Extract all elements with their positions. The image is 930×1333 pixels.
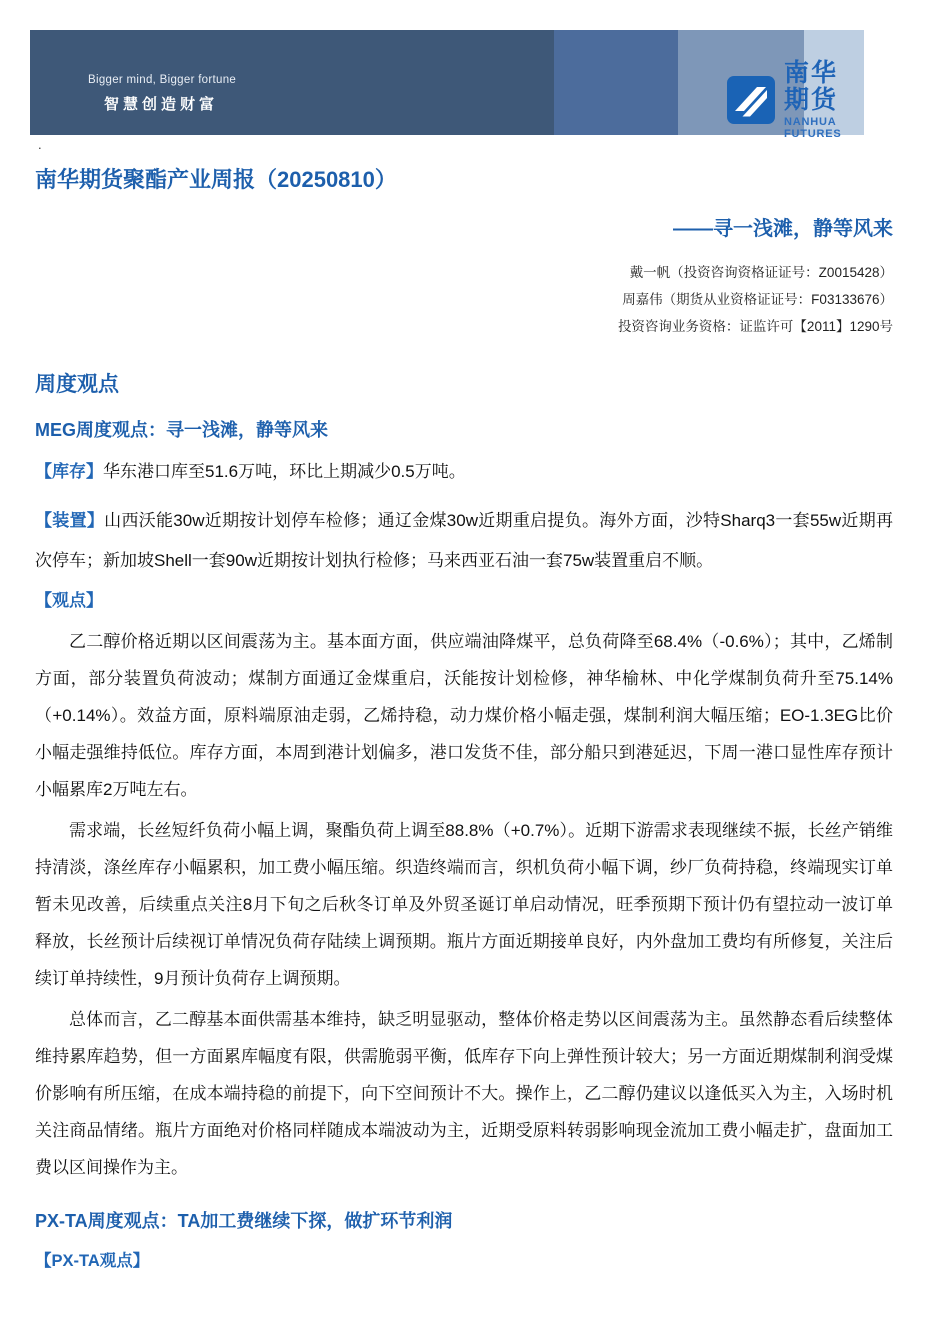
slogan-english: Bigger mind, Bigger fortune	[88, 74, 237, 86]
meg-paragraph-demand: 需求端，长丝短纤负荷小幅上调，聚酯负荷上调至88.8%（+0.7%）。近期下游需求表现继续不振，长丝产销维持清淡，涤丝库存小幅累积，加工费小幅压缩。织造终端而言，织机负荷小幅下调，纱厂负荷持稳，终端现实订单暂未见改善，后续重点关注8月下旬之后秋冬订单及外贸圣诞订单启动情况，旺季预期下预计仍有望拉动一波订单释放，长丝预计后续视订单情况负荷存陆续上调预期。瓶片方面近期接单良好，内外盘加工费均有所修复，关注后续订单持续性，9月预计负荷存上调预期。	[35, 821, 893, 988]
logo-chinese-name: 南华期货	[784, 59, 839, 114]
inventory-text: 华东港口库至51.6万吨，环比上期减少0.5万吨。	[103, 462, 466, 481]
author-credentials	[35, 259, 893, 340]
logo-wordmark	[784, 60, 864, 140]
slogan-chinese: 智慧创造财富	[104, 96, 219, 113]
stray-period: .	[38, 137, 42, 152]
header-banner	[30, 30, 864, 140]
pxta-weekly-view-heading: PX-TA周度观点：TA加工费继续下探，做扩环节利润	[35, 1211, 453, 1231]
section-heading-weekly-view: 周度观点	[35, 373, 119, 396]
report-subtitle: ——寻一浅滩，静等风来	[673, 218, 893, 240]
device-line	[35, 501, 893, 581]
author-line-2: 周嘉伟（期货从业资格证证号：F03133676）	[622, 292, 893, 307]
report-page	[0, 30, 930, 1274]
company-slogan	[88, 74, 236, 114]
device-tag: 【装置】	[35, 511, 105, 530]
device-text: 山西沃能30w近期按计划停车检修；通辽金煤30w近期重启提负。海外方面，沙特Sharq3一套55w近期再次停车；新加坡Shell一套90w近期按计划执行检修；马来西亚石油一套75w装置重启不顺。	[35, 511, 894, 570]
meg-weekly-view-heading: MEG周度观点：寻一浅滩，静等风来	[35, 420, 328, 440]
viewpoint-tag: 【观点】	[35, 591, 103, 610]
author-line-1: 戴一帆（投资咨询资格证证号：Z0015428）	[629, 265, 893, 280]
report-title: 南华期货聚酯产业周报（20250810）	[35, 167, 397, 192]
meg-paragraph-supply: 乙二醇价格近期以区间震荡为主。基本面方面，供应端油降煤平，总负荷降至68.4%（-0.6%）；其中，乙烯制方面，部分装置负荷波动；煤制方面通辽金煤重启，沃能按计划检修，神华榆林、中化学煤制负荷升至75.14%（+0.14%）。效益方面，原料端原油走弱，乙烯持稳，动力煤价格小幅走强，煤制利润大幅压缩；EO-1.3EG比价小幅走强维持低位。库存方面，本周到港计划偏多，港口发货不佳，部分船只到港延迟，下周一港口显性库存预计小幅累库2万吨左右。	[35, 632, 893, 799]
banner-segment-medium	[554, 30, 678, 135]
inventory-tag: 【库存】	[35, 462, 103, 481]
inventory-line	[35, 452, 893, 492]
meg-paragraph-summary: 总体而言，乙二醇基本面供需基本维持，缺乏明显驱动，整体价格走势以区间震荡为主。虽然静态看后续整体维持累库趋势，但一方面累库幅度有限，供需脆弱平衡，低库存下向上弹性预计较大；另一方面近期煤制利润受煤价影响有所压缩，在成本端持稳的前提下，向下空间预计不大。操作上，乙二醇仍建议以逢低买入为主，入场时机关注商品情绪。瓶片方面绝对价格同样随成本端波动为主，近期受原料转弱影响现金流加工费小幅走扩，盘面加工费以区间操作为主。	[35, 1010, 893, 1177]
pxta-viewpoint-tag: 【PX-TA观点】	[35, 1252, 150, 1270]
logo-english-name: NANHUA FUTURES	[784, 116, 842, 140]
company-logo	[727, 60, 864, 140]
nanhua-logo-icon	[727, 76, 775, 124]
qualification-line: 投资咨询业务资格：证监许可【2011】1290号	[617, 319, 893, 334]
